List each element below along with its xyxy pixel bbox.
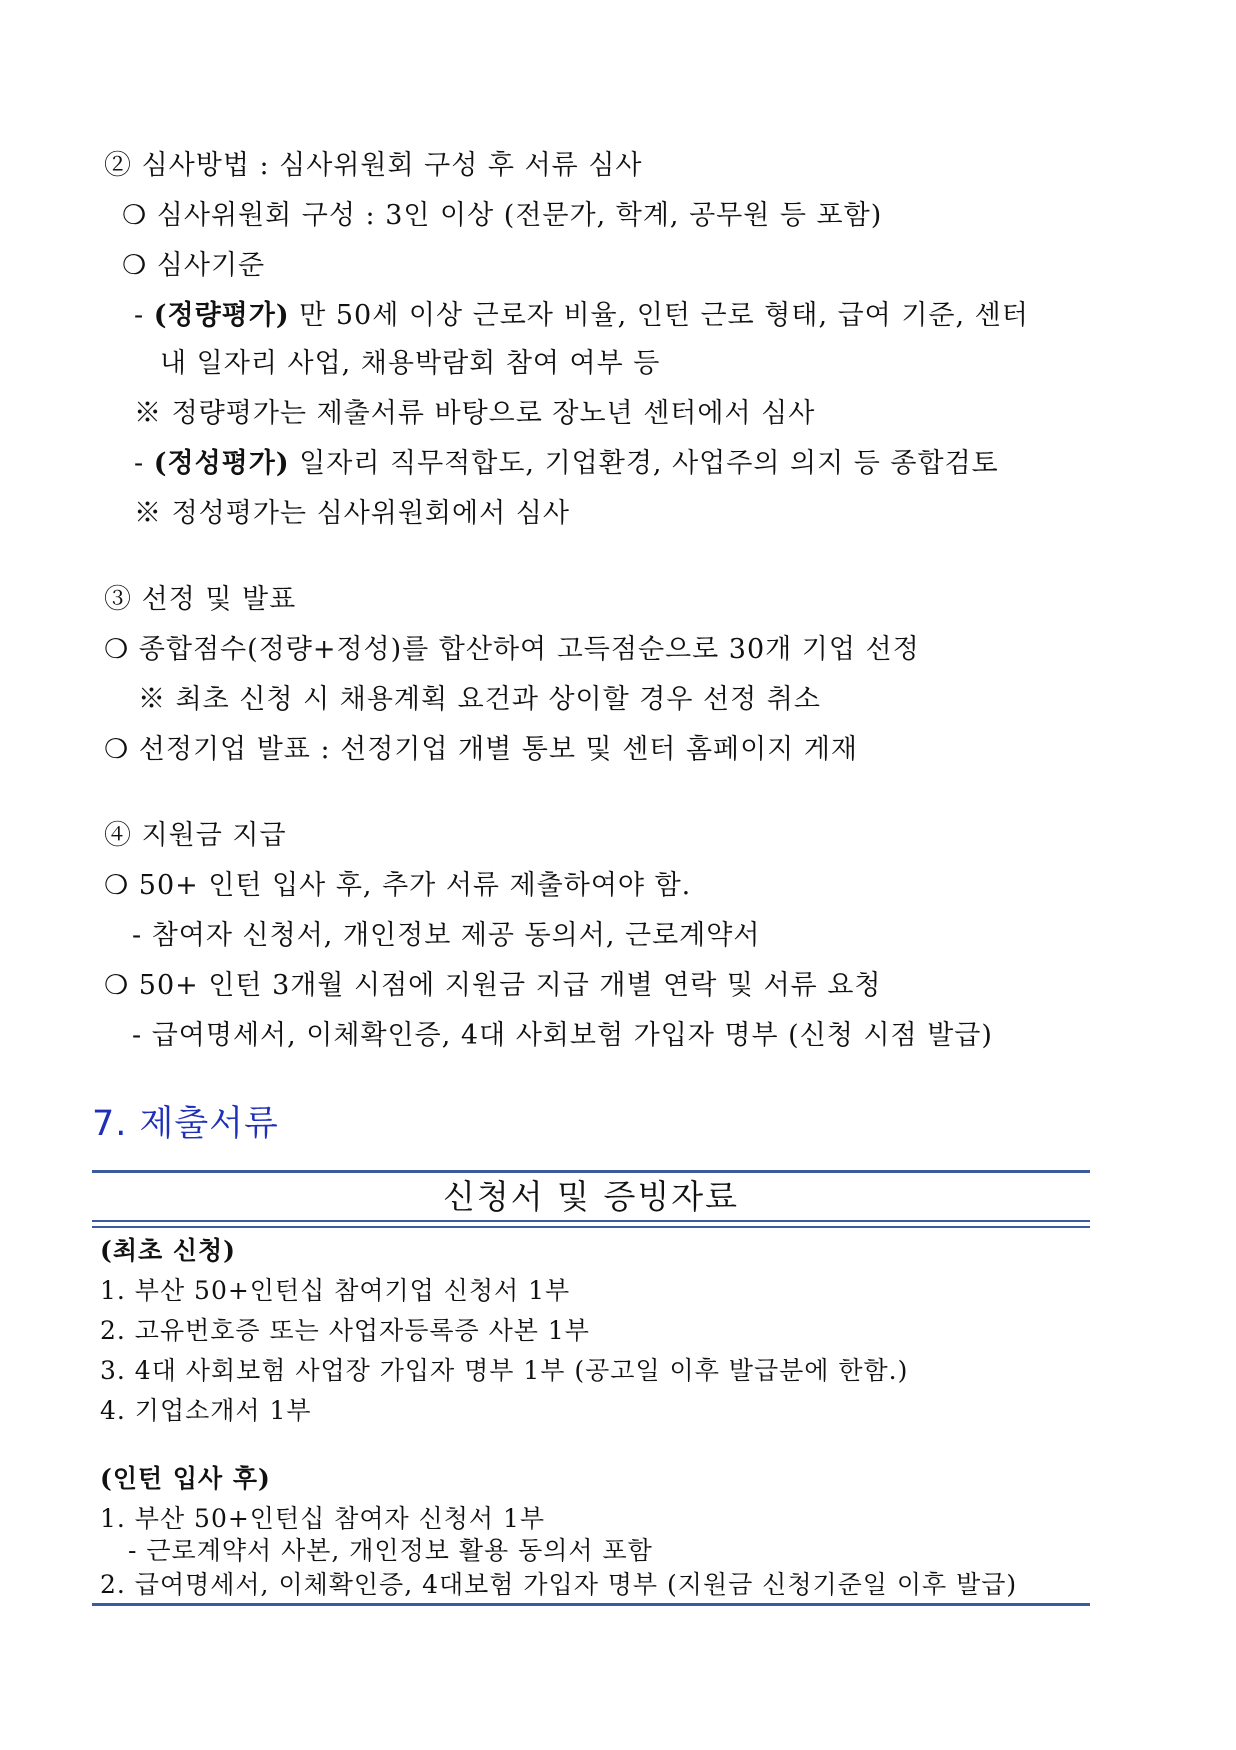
qualitative-dash: - (134, 448, 154, 479)
initial-doc-item: 3. 4대 사회보험 사업장 가입자 명부 1부 (공고일 이후 발급분에 한함.) (100, 1356, 909, 1385)
section-heading-submission-documents: 7. 제출서류 (92, 1104, 279, 1144)
after-hire-title: (인턴 입사 후) (100, 1464, 271, 1493)
review-criteria-item: ❍ 심사기준 (122, 250, 266, 281)
initial-doc-item: 1. 부산 50+인턴십 참여기업 신청서 1부 (100, 1276, 571, 1305)
quantitative-dash: - (134, 300, 154, 331)
initial-doc-item: 4. 기업소개서 1부 (100, 1396, 312, 1425)
box-top-rule (92, 1170, 1090, 1173)
initial-application-title: (최초 신청) (100, 1236, 236, 1265)
qualitative-eval-note: ※ 정성평가는 심사위원회에서 심사 (134, 498, 570, 529)
qualitative-eval-line (134, 446, 999, 482)
quantitative-eval-note: ※ 정량평가는 제출서류 바탕으로 장노년 센터에서 심사 (134, 398, 816, 429)
quantitative-eval-line (134, 298, 1029, 334)
selection-cancel-note: ※ 최초 신청 시 채용계획 요건과 상이할 경우 선정 취소 (138, 684, 821, 715)
box-title-rule (92, 1220, 1090, 1222)
review-method-title: ② 심사방법 : 심사위원회 구성 후 서류 심사 (104, 150, 643, 181)
payment-contact-sub: - 급여명세서, 이체확인증, 4대 사회보험 가입자 명부 (신청 시점 발급) (132, 1020, 993, 1051)
after-hire-doc-item: 2. 급여명세서, 이체확인증, 4대보험 가입자 명부 (지원금 신청기준일 이후 발급) (100, 1570, 1018, 1599)
initial-doc-item: 2. 고유번호증 또는 사업자등록증 사본 1부 (100, 1316, 590, 1345)
payment-docs-sub: - 참여자 신청서, 개인정보 제공 동의서, 근로계약서 (132, 920, 761, 951)
box-title: 신청서 및 증빙자료 (442, 1177, 739, 1216)
quantitative-eval-label: (정량평가) (153, 300, 290, 331)
payment-title: ④ 지원금 지급 (104, 820, 287, 851)
qualitative-eval-label: (정성평가) (153, 448, 290, 479)
after-hire-doc-sub: - 근로계약서 사본, 개인정보 활용 동의서 포함 (128, 1536, 653, 1565)
quantitative-eval-text: 만 50세 이상 근로자 비율, 인턴 근로 형태, 급여 기준, 센터 (289, 300, 1029, 331)
quantitative-eval-text-cont: 내 일자리 사업, 채용박람회 참여 여부 등 (160, 348, 661, 379)
box-bottom-rule (92, 1603, 1090, 1606)
payment-contact-item: ❍ 50+ 인턴 3개월 시점에 지원금 지급 개별 연락 및 서류 요청 (104, 970, 882, 1001)
box-title-rule-double (92, 1226, 1090, 1228)
qualitative-eval-text: 일자리 직무적합도, 기업환경, 사업주의 의지 등 종합검토 (289, 448, 999, 479)
after-hire-doc-item: 1. 부산 50+인턴십 참여자 신청서 1부 (100, 1504, 546, 1533)
selection-title: ③ 선정 및 발표 (104, 584, 297, 615)
payment-docs-item: ❍ 50+ 인턴 입사 후, 추가 서류 제출하여야 함. (104, 870, 692, 901)
submission-documents-box (92, 1170, 1090, 1606)
selection-score-item: ❍ 종합점수(정량+정성)를 합산하여 고득점순으로 30개 기업 선정 (104, 634, 920, 665)
selection-announce-item: ❍ 선정기업 발표 : 선정기업 개별 통보 및 센터 홈페이지 게재 (104, 734, 859, 765)
review-committee-item: ❍ 심사위원회 구성 : 3인 이상 (전문가, 학계, 공무원 등 포함) (122, 200, 883, 231)
